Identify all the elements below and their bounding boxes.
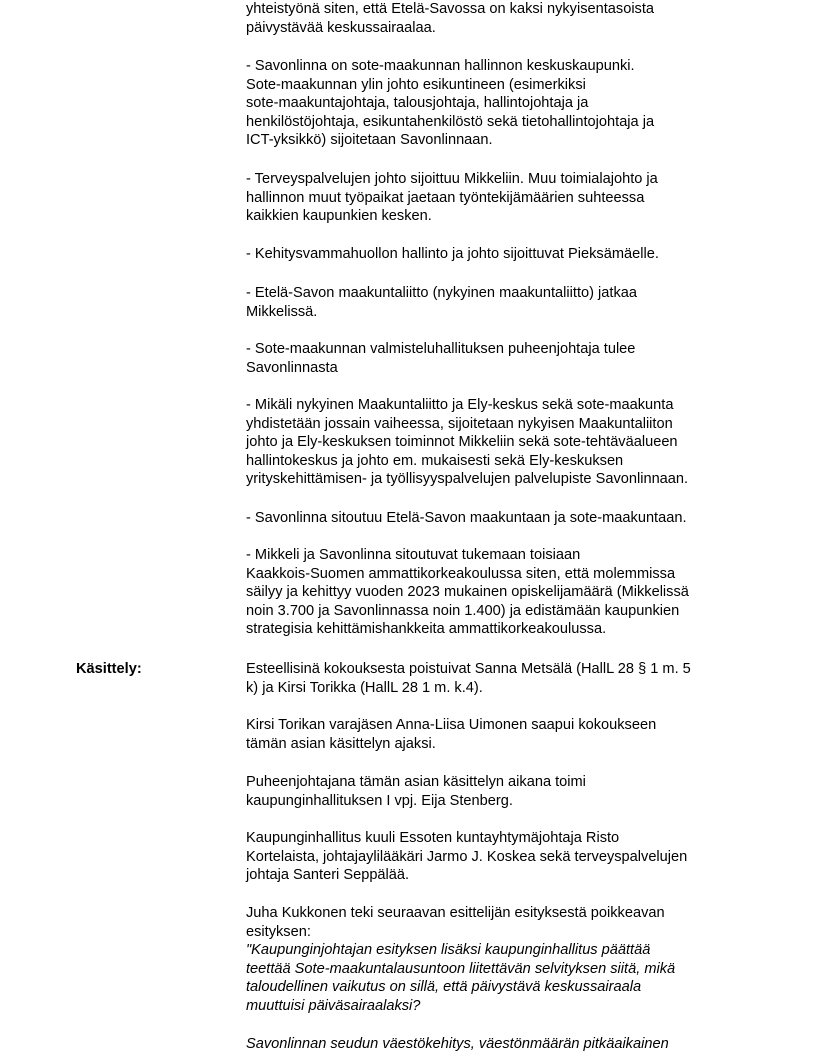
paragraph-board-chair-savonlinna: - Sote-maakunnan valmisteluhallituksen puheenjohtaja tulee Savonlinnasta — [246, 341, 636, 376]
paragraph-substitute-member: Kirsi Torikan varajäsen Anna-Liisa Uimonen saapui kokoukseen tämän asian käsittelyn ajaksi. — [246, 717, 657, 752]
paragraph-proposal-continued: Savonlinnan seudun väestökehitys, väestönmäärän pitkäaikainen — [246, 1036, 669, 1052]
paragraph-proposal-intro: Juha Kukkonen teki seuraavan esittelijän esityksestä poikkeavan esityksen: — [246, 905, 665, 940]
paragraph-regional-council-mikkeli: - Etelä-Savon maakuntaliitto (nykyinen maakuntaliitto) jatkaa Mikkelissä. — [246, 285, 637, 320]
paragraph-acting-chair: Puheenjohtajana tämän asian käsittelyn aikana toimi kaupunginhallituksen I vpj. Eija Stenberg. — [246, 774, 586, 809]
paragraph-savonlinna-admin-center: - Savonlinna on sote-maakunnan hallinnon keskuskaupunki. Sote-maakunnan ylin johto esikuntineen (esimerkiksi sote-maakuntajohtaja, talousjohtaja, hallintojohtaja ja henkilöstöjohtaja, esikuntahenkilöstö sekä tietohallintojohtaja ja ICT-yksikkö) sijoitetaan Savonlinnaan. — [246, 58, 655, 149]
paragraph-merger-arrangement: - Mikäli nykyinen Maakuntaliitto ja Ely-keskus sekä sote-maakunta yhdistetään jossain vaiheessa, sijoitetaan nykyisen Maakuntaliiton johto ja Ely-keskuksen toiminnot Mikkeliin sekä sote-tehtäväalueen hallintokeskus ja johto em. mukaisesti sekä Ely-keskuksen yrityskehittämisen- ja työllisyyspalvelujen palvelupiste Savonlinnaan. — [246, 397, 689, 488]
paragraph-health-services-mikkeli: - Terveyspalvelujen johto sijoittuu Mikkeliin. Muu toimialajohto ja hallinnon muut työpaikat jaetaan työntekijämäärien suhteessa kaikkien kaupunkien kesken. — [246, 171, 658, 225]
paragraph-disability-care-pieksamaki: - Kehitysvammahuollon hallinto ja johto sijoittuvat Pieksämäelle. — [246, 246, 659, 262]
paragraph-heard-experts: Kaupunginhallitus kuuli Essoten kuntayhtymäjohtaja Risto Kortelaista, johtajaylilääkäri Jarmo J. Koskea sekä terveyspalvelujen johtaja Santeri Seppälää. — [246, 830, 688, 884]
paragraph-university-applied-sciences: - Mikkeli ja Savonlinna sitoutuvat tukemaan toisiaan Kaakkois-Suomen ammattikorkeakoulussa siten, että molemmissa säilyy ja kehittyy vuoden 2023 mukainen opiskelijamäärä (Mikkelissä noin 3.700 ja Savonlinnassa noin 1.400) ja edistämään kaupunkien strategisia kehittämishankkeita ammattikorkeakoulussa. — [246, 547, 689, 638]
paragraph-proposal-quote: "Kaupunginjohtajan esityksen lisäksi kaupunginhallitus päättää teettää Sote-maakuntalausuntoon liitettävän selvityksen siitä, mikä taloudellinen vaikutus on sillä, että päivystävä keskussairaala muuttuisi päiväsairaalaksi? — [246, 942, 676, 1014]
section-label-kasittely: Käsittely: — [76, 661, 142, 677]
paragraph-two-hospitals: yhteistyönä siten, että Etelä-Savossa on kaksi nykyisentasoista päivystävää keskussairaalaa. — [246, 1, 655, 36]
paragraph-savonlinna-commitment: - Savonlinna sitoutuu Etelä-Savon maakuntaan ja sote-maakuntaan. — [246, 510, 687, 526]
paragraph-recused-members: Esteellisinä kokouksesta poistuivat Sanna Metsälä (HallL 28 § 1 m. 5 k) ja Kirsi Torikka (HallL 28 1 m. k.4). — [246, 661, 691, 696]
